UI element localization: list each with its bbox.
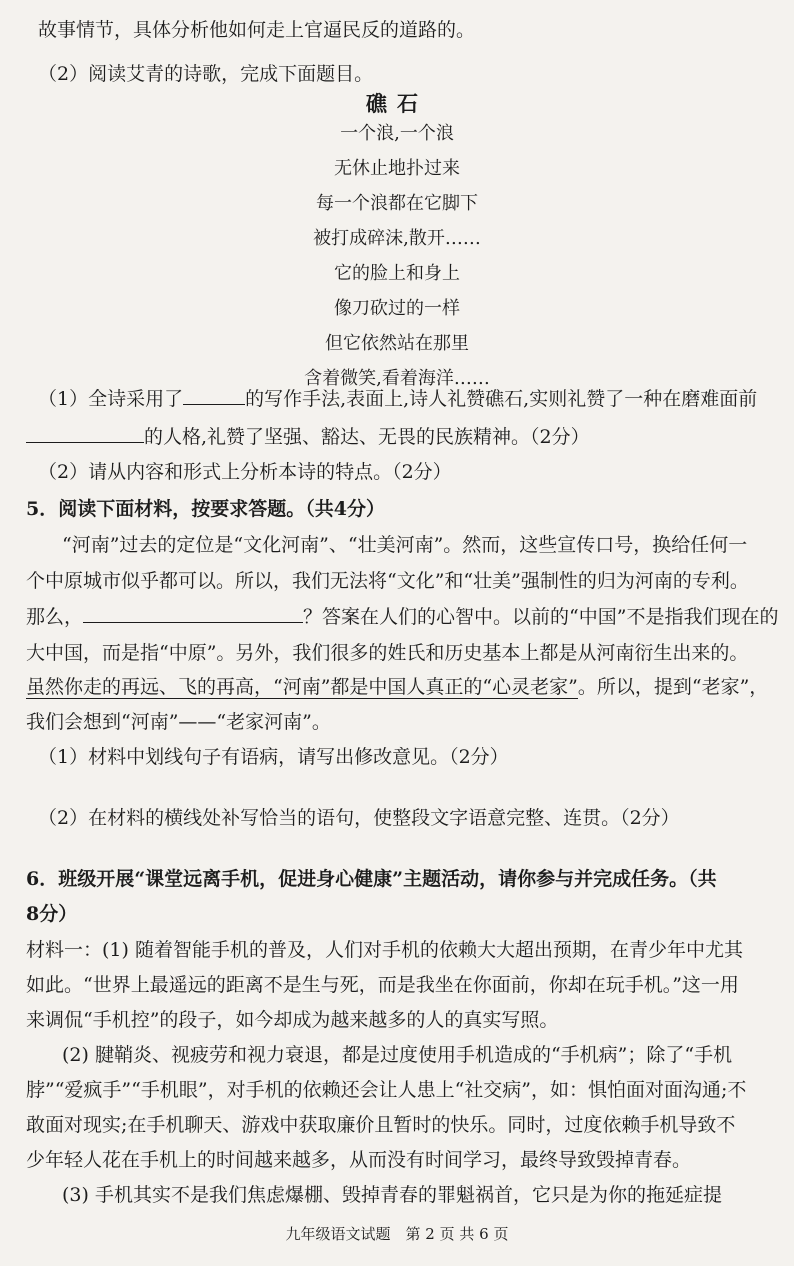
paragraph-line: 个中原城市似乎都可以。所以，我们无法将“文化”和“壮美”强制性的归为河南的专利。: [26, 570, 749, 592]
poem-line: 被打成碎沫,散开……: [313, 228, 481, 249]
underlined-sentence: 虽然你走的再远、飞的再高，“河南”都是中国人真正的“心灵老家”: [26, 676, 578, 698]
poem-question-intro: （2）阅读艾青的诗歌，完成下面题目。: [38, 63, 374, 85]
paragraph-line: 虽然你走的再远、飞的再高，“河南”都是中国人真正的“心灵老家”。所以，提到“老家”，: [26, 676, 769, 698]
poem-line: 每一个浪都在它脚下: [316, 193, 478, 214]
poem-line: 它的脸上和身上: [334, 263, 460, 284]
material-line: 少年轻人花在手机上的时间越来越多，从而没有时间学习，最终导致毁掉青春。: [26, 1149, 692, 1171]
poem-line: 像刀砍过的一样: [334, 298, 460, 319]
text-line: 故事情节，具体分析他如何走上官逼民反的道路的。: [38, 19, 476, 41]
poem-question-2: （2）请从内容和形式上分析本诗的特点。（2分）: [38, 461, 452, 483]
poem-title: 礁石: [366, 91, 428, 116]
question-5-sub-1: （1）材料中划线句子有语病，请写出修改意见。（2分）: [38, 746, 509, 768]
answer-blank[interactable]: [83, 604, 303, 623]
material-line: 脖”“爱疯手”“手机眼”，对手机的依赖还会让人患上“社交病”，如：惧怕面对面沟通;不: [26, 1079, 747, 1101]
answer-blank[interactable]: [26, 424, 144, 443]
answer-blank[interactable]: [183, 386, 245, 405]
material-line: 敢面对现实;在手机聊天、游戏中获取廉价且暂时的快乐。同时，过度依赖手机导致不: [26, 1114, 736, 1136]
poem-line: 一个浪,一个浪: [340, 123, 454, 144]
material-line: 来调侃“手机控”的段子，如今却成为越来越多的人的真实写照。: [26, 1009, 559, 1031]
question-6-heading-cont: 8分）: [26, 903, 78, 925]
question-5-sub-2: （2）在材料的横线处补写恰当的语句，使整段文字语意完整、连贯。（2分）: [38, 807, 680, 829]
question-5-heading: 5．阅读下面材料，按要求答题。（共4分）: [26, 498, 385, 520]
question-6-heading: 6．班级开展“课堂远离手机，促进身心健康”主题活动，请你参与并完成任务。（共: [26, 868, 717, 890]
paragraph-line: 那么， ？答案在人们的心智中。以前的“中国”不是指我们现在的: [26, 606, 779, 628]
material-line: (2) 腱鞘炎、视疲劳和视力衰退，都是过度使用手机造成的“手机病”；除了“手机: [62, 1044, 733, 1066]
material-line: (3) 手机其实不是我们焦虑爆棚、毁掉青春的罪魁祸首，它只是为你的拖延症提: [62, 1184, 722, 1206]
paragraph-line: 大中国，而是指“中原”。另外，我们很多的姓氏和历史基本上都是从河南衍生出来的。: [26, 642, 749, 664]
material-line: 材料一：(1) 随着智能手机的普及，人们对手机的依赖大大超出预期，在青少年中尤其: [26, 939, 743, 961]
poem-question-1: （1）全诗采用了 的写作手法,表面上,诗人礼赞礁石,实则礼赞了一种在磨难面前: [38, 388, 758, 410]
page-footer: 九年级语文试题 第 2 页 共 6 页: [285, 1225, 509, 1243]
poem-line: 但它依然站在那里: [325, 333, 469, 354]
paragraph-line: 我们会想到“河南”——“老家河南”。: [26, 711, 331, 733]
poem-line: 含着微笑,看着海洋……: [304, 368, 490, 389]
paragraph-line: “河南”过去的定位是“文化河南”、“壮美河南”。然而，这些宣传口号，换给任何一: [62, 534, 748, 556]
material-line: 如此。“世界上最遥远的距离不是生与死，而是我坐在你面前，你却在玩手机。”这一用: [26, 974, 739, 996]
poem-question-1-cont: 的人格,礼赞了坚强、豁达、无畏的民族精神。（2分）: [26, 424, 590, 450]
poem-line: 无休止地扑过来: [334, 158, 460, 179]
